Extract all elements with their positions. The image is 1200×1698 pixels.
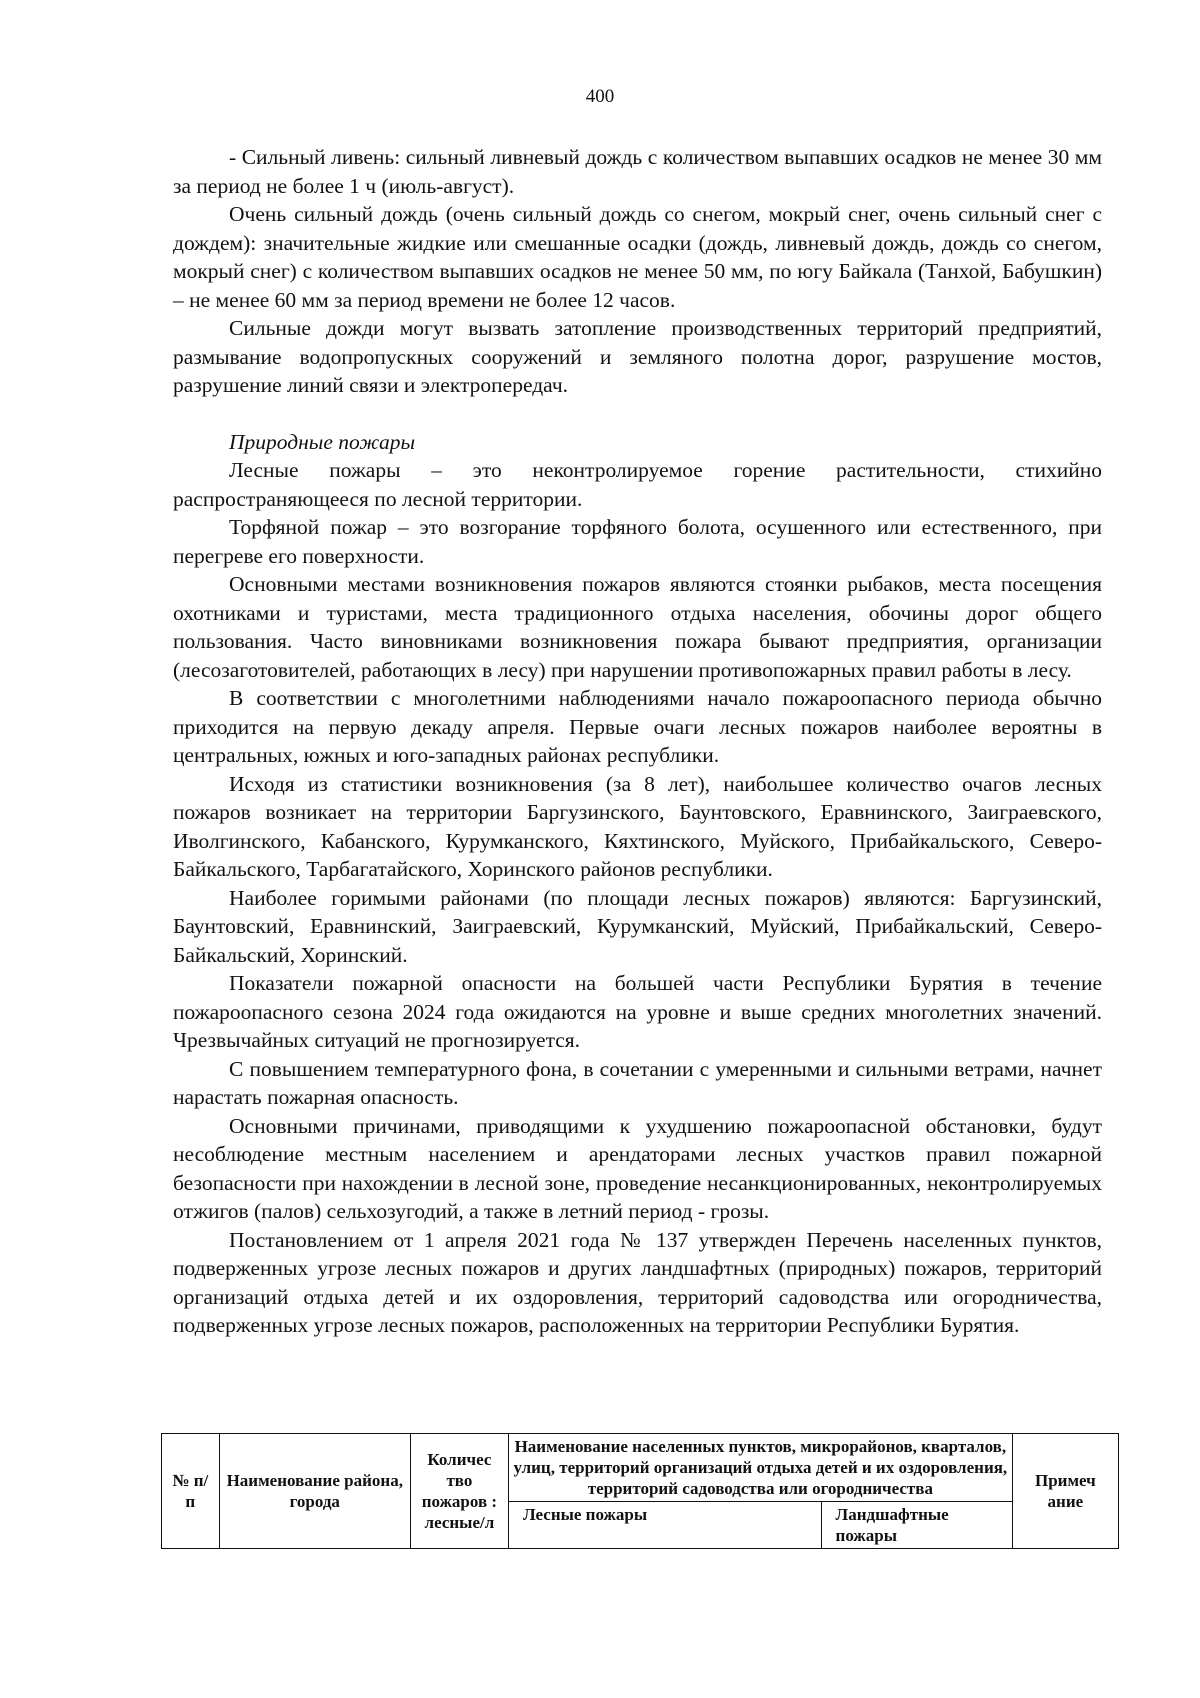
paragraph: Исходя из статистики возникновения (за 8 лет), наибольшее количество очагов лесных пожаров возникает на территории Баргузинского, Баунтовского, Еравнинского, Заиграевского, Иволгинского, Кабанского, Курумканского, Кяхтинского, Муйского, Прибайкальского, Северо-Байкальского, Тарбагатайского, Хоринского районов республики.	[173, 771, 1102, 881]
paragraph: С повышением температурного фона, в сочетании с умеренными и сильными ветрами, начнет нарастать пожарная опасность.	[173, 1056, 1102, 1109]
section-heading: Природные пожары	[229, 429, 416, 454]
settlements-table	[161, 1433, 1119, 1549]
paragraph: Основными причинами, приводящими к ухудшению пожароопасной обстановки, будут несоблюдение местным населением и арендаторами лесных участков правил пожарной безопасности при нахождении в лесной зоне, проведение несанкционированных, неконтролируемых отжигов (палов) сельхозугодий, а также в летний период - грозы.	[173, 1113, 1102, 1223]
header-fire-count: Количес тво пожаров : лесные/л	[410, 1434, 508, 1549]
paragraph: В соответствии с многолетними наблюдениями начало пожароопасного периода обычно приходится на первую декаду апреля. Первые очаги лесных пожаров наиболее вероятны в центральных, южных и юго-западных районах республики.	[173, 686, 1102, 767]
document-body	[173, 143, 1102, 1340]
paragraph: Очень сильный дождь (очень сильный дождь со снегом, мокрый снег, очень сильный снег с дождем): значительные жидкие или смешанные осадки (дождь, ливневый дождь, дождь со снегом, мокрый снег) с количеством выпавших осадков не менее 50 мм, по югу Байкала (Танхой, Бабушкин) – не менее 60 мм за период времени не более 12 часов.	[173, 202, 1102, 312]
paragraph: Сильные дожди могут вызвать затопление производственных территорий предприятий, размывание водопропускных сооружений и земляного полотна дорог, разрушение мостов, разрушение линий связи и электропередач.	[173, 316, 1102, 397]
paragraph: Лесные пожары – это неконтролируемое горение растительности, стихийно распространяющееся по лесной территории.	[173, 458, 1102, 511]
header-landscape-fires: Ландшафтные пожары	[821, 1502, 1012, 1549]
paragraph: - Сильный ливень: сильный ливневый дождь с количеством выпавших осадков не менее 30 мм за период не более 1 ч (июль-август).	[173, 145, 1102, 198]
header-district: Наименование района, города	[219, 1434, 410, 1549]
paragraph: Торфяной пожар – это возгорание торфяного болота, осушенного или естественного, при перегреве его поверхности.	[173, 515, 1102, 568]
paragraph: Показатели пожарной опасности на большей части Республики Бурятия в течение пожароопасного сезона 2024 года ожидаются на уровне и выше средних многолетних значений. Чрезвычайных ситуаций не прогнозируется.	[173, 971, 1102, 1052]
table-header-row	[162, 1434, 1119, 1502]
header-forest-fires: Лесные пожары	[508, 1502, 821, 1549]
paragraph: Основными местами возникновения пожаров являются стоянки рыбаков, места посещения охотниками и туристами, места традиционного отдыха населения, обочины дорог общего пользования. Часто виновниками возникновения пожара бывают предприятия, организации (лесозаготовителей, работающих в лесу) при нарушении противопожарных правил работы в лесу.	[173, 572, 1102, 682]
header-note: Примеч ание	[1012, 1434, 1118, 1549]
paragraph: Постановлением от 1 апреля 2021 года № 137 утвержден Перечень населенных пунктов, подверженных угрозе лесных пожаров и других ландшафтных (природных) пожаров, территорий организаций отдыха детей и их оздоровления, территорий садоводства или огородничества, подверженных угрозе лесных пожаров, расположенных на территории Республики Бурятия.	[173, 1227, 1102, 1337]
page-number: 400	[585, 86, 615, 107]
paragraph: Наиболее горимыми районами (по площади лесных пожаров) являются: Баргузинский, Баунтовский, Еравнинский, Заиграевский, Курумканский, Муйский, Прибайкальский, Северо-Байкальский, Хоринский.	[173, 885, 1102, 967]
header-settlements: Наименование населенных пунктов, микрорайонов, кварталов, улиц, территорий организаций отдыха детей и их оздоровления, территорий садоводства или огородничества	[508, 1434, 1012, 1502]
header-number: № п/ п	[162, 1434, 220, 1549]
